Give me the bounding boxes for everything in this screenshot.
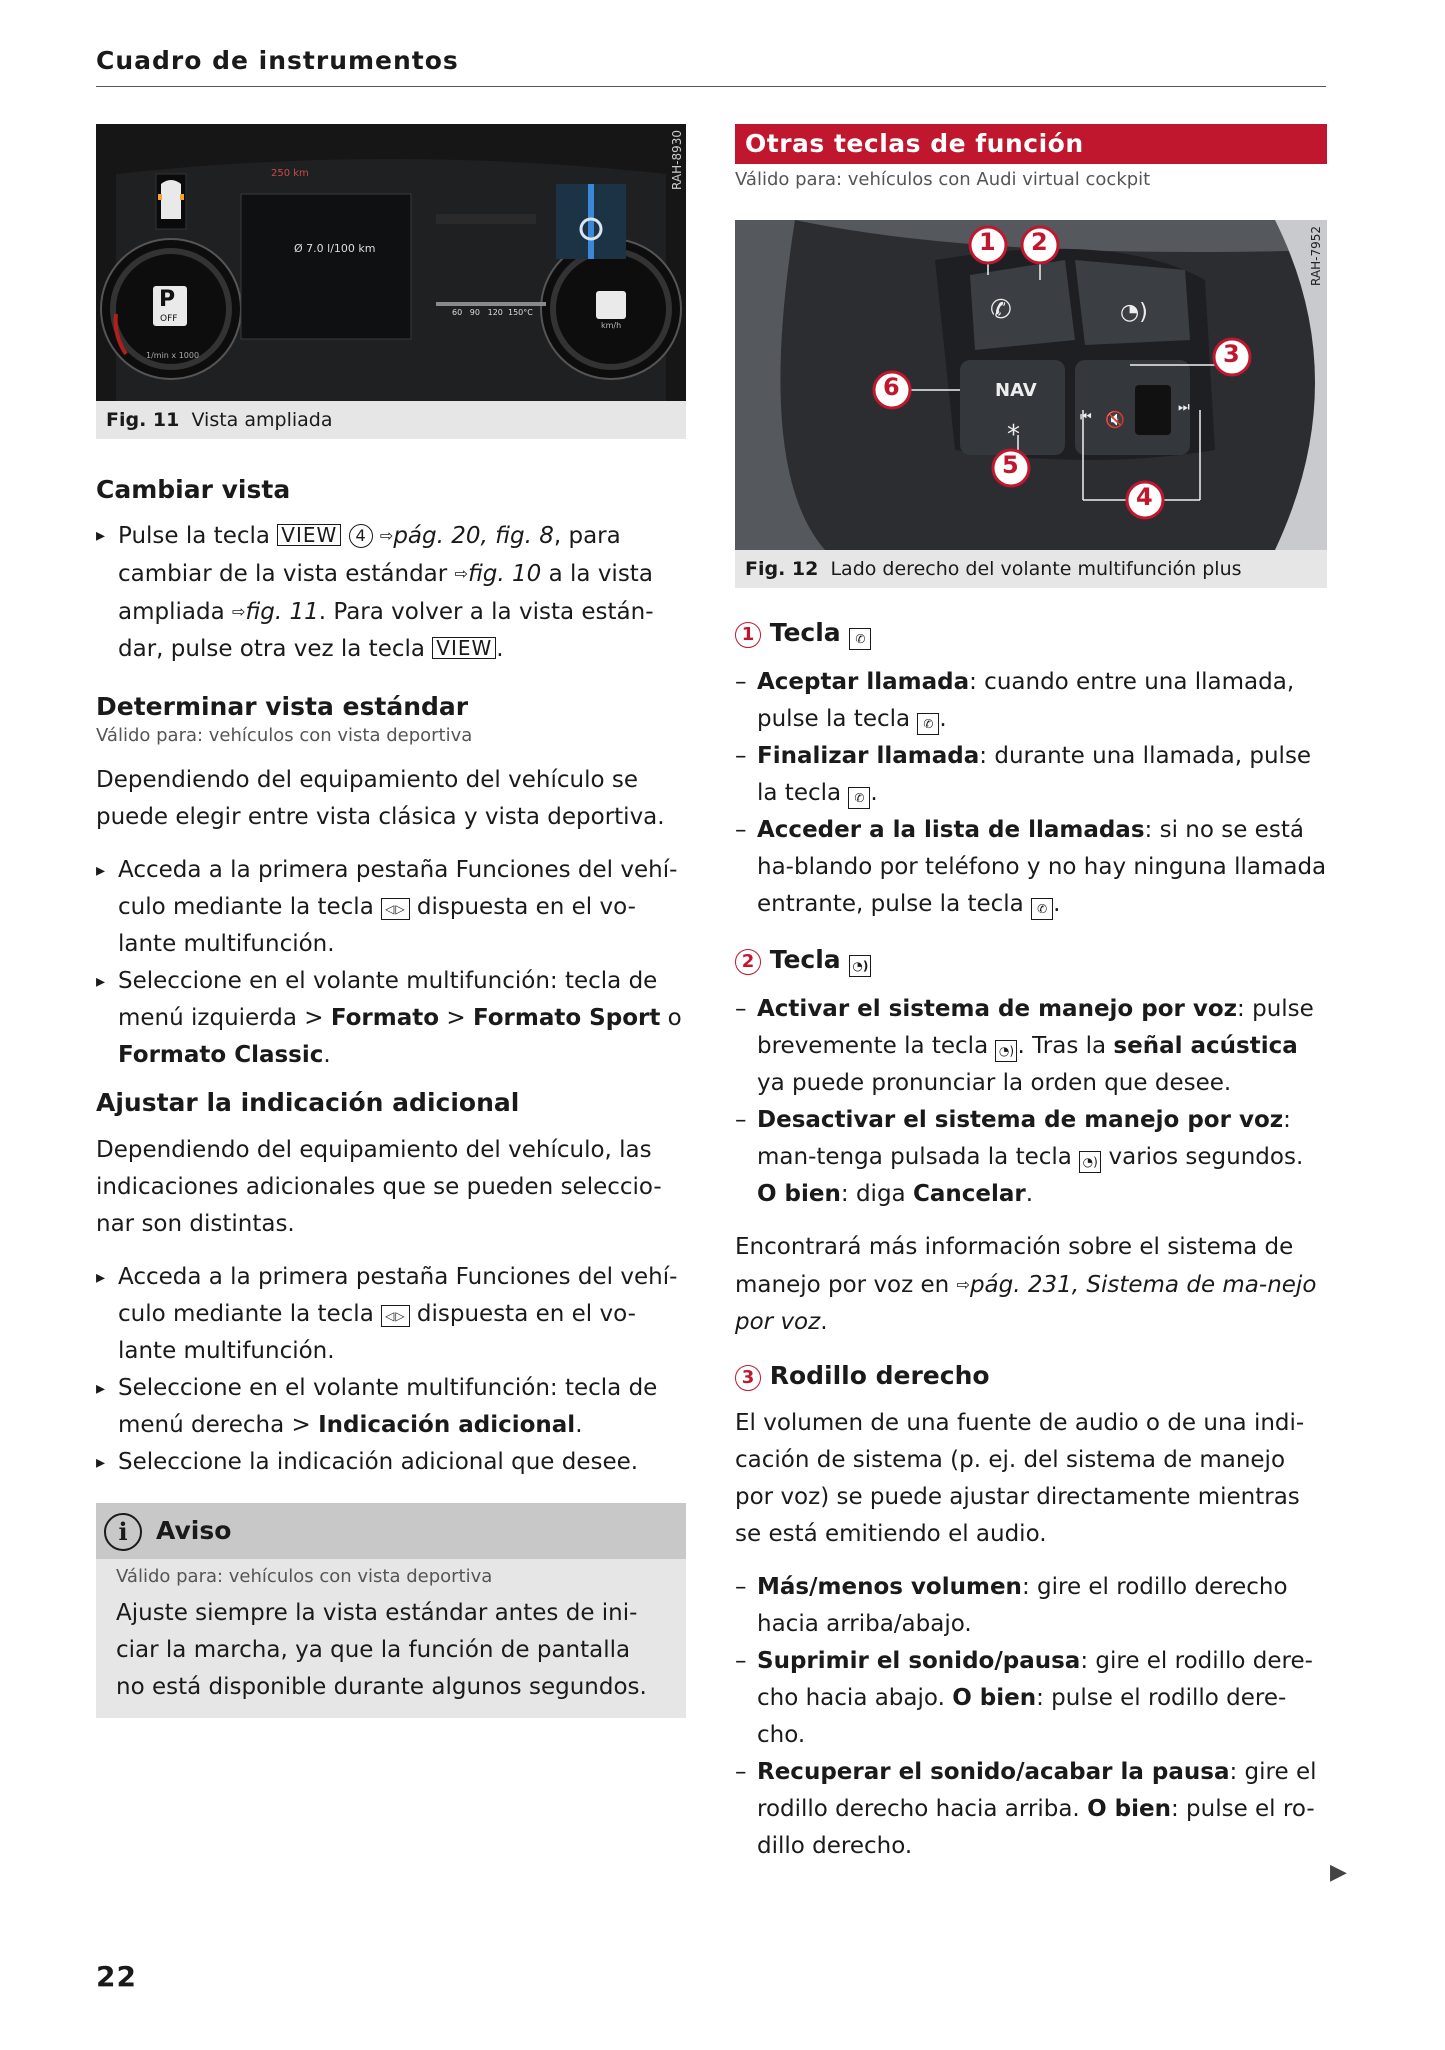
notice-body — [96, 1559, 686, 1718]
figure-reference[interactable]: fig. 10 — [467, 561, 542, 587]
phone-icon: ✆ — [990, 295, 1012, 325]
reference-arrow-icon: ⇨ — [379, 526, 394, 545]
term: Acceder a la lista de llamadas — [757, 817, 1145, 843]
term: Desactivar el sistema de manejo por voz — [757, 1107, 1284, 1133]
term: Activar el sistema de manejo por voz — [757, 996, 1238, 1022]
subsection-rodillo — [735, 1361, 1327, 1391]
menu-item: Formato — [330, 1005, 440, 1031]
definition-item — [735, 991, 1327, 1102]
step-text: Seleccione en el volante multifunción: tecla de menú izquierda > — [118, 968, 658, 1031]
description: : gire el rodillo dere-cho hacia abajo. — [757, 1648, 1313, 1711]
callout-number: 2 — [735, 949, 761, 975]
description: : pulse el ro-dillo derecho. — [757, 1796, 1315, 1859]
skip-forward-icon: ⏭ — [1178, 400, 1190, 415]
description: : pulse brevemente la tecla — [757, 996, 1314, 1059]
paragraph: Dependiendo del equipamiento del vehículo se puede elegir entre vista clásica y vista deportiva. — [96, 767, 665, 830]
validity-note: Válido para: vehículos con vista deportiva — [96, 725, 473, 746]
figure-reference[interactable]: fig. 11 — [245, 599, 319, 625]
section-title-cambiar: Cambiar vista — [96, 475, 291, 504]
consumption-readout: Ø 7.0 l/100 km — [294, 242, 376, 255]
notice-text: Ajuste siempre la vista estándar antes de ini-ciar la marcha, ya que la función de pantalla no está disponible durante algunos segundos. — [116, 1600, 647, 1700]
left-column — [96, 124, 686, 1718]
range-readout: 250 km — [271, 168, 309, 179]
term: Finalizar llamada — [757, 743, 980, 769]
subsection-tecla-1 — [735, 618, 1327, 650]
term: O bien — [757, 1181, 841, 1207]
continue-arrow-icon: ▶ — [1330, 1860, 1347, 1885]
gear-indicator: P — [159, 287, 176, 312]
figure-caption-text: Vista ampliada — [191, 409, 333, 431]
speed-unit: km/h — [601, 321, 622, 330]
dash: – — [735, 1107, 747, 1133]
step-text: , para cambiar de la vista estándar — [118, 523, 621, 587]
definition-item — [735, 1569, 1327, 1643]
dash: – — [735, 669, 747, 695]
voice-key-icon: ◔) — [1079, 1151, 1101, 1173]
rpm-label: 1/min x 1000 — [146, 351, 200, 360]
description: . — [939, 706, 947, 732]
definition-item — [735, 1643, 1327, 1754]
figure-11 — [96, 124, 686, 439]
definition-item — [735, 1754, 1327, 1865]
description: . — [1053, 891, 1061, 917]
step-text: a la vista ampliada — [118, 561, 653, 625]
paragraph: Dependiendo del equipamiento del vehículo, las indicaciones adicionales que se pueden seleccio-nar son distintas. — [96, 1137, 662, 1237]
dash: – — [735, 996, 747, 1022]
callout-5: 5 — [1002, 451, 1019, 479]
step-text: dispuesta en el vo-lante multifunción. — [118, 1301, 636, 1364]
off-label: OFF — [160, 314, 178, 324]
voice-key-icon: ◔) — [849, 955, 871, 977]
dash: – — [735, 817, 747, 843]
description: : man-tenga pulsada la tecla — [757, 1107, 1291, 1170]
step-text: . Para volver a la vista están-dar, pulse otra vez la tecla — [118, 599, 654, 662]
instruction-step — [96, 1370, 686, 1444]
figure-label: Fig. 12 — [745, 558, 819, 580]
figure-caption-text: Lado derecho del volante multifunción plus — [830, 558, 1242, 580]
page-reference[interactable]: pág. 20, fig. 8 — [393, 523, 554, 549]
description: : pulse el rodillo dere-cho. — [757, 1685, 1287, 1748]
callout-1: 1 — [979, 228, 996, 256]
nav-button-label: NAV — [995, 380, 1037, 401]
description: ya puede pronunciar la orden que desee. — [757, 1070, 1232, 1096]
section-title-ajustar: Ajustar la indicación adicional — [96, 1088, 520, 1117]
voice-key-icon: ◔) — [995, 1040, 1017, 1062]
info-icon: i — [104, 1513, 142, 1551]
instruction-step — [96, 517, 686, 668]
term: Más/menos volumen — [757, 1574, 1022, 1600]
term: O bien — [952, 1685, 1037, 1711]
callout-2: 2 — [1031, 228, 1048, 256]
subsection-title: Tecla — [769, 618, 841, 647]
term: Cancelar — [912, 1181, 1026, 1207]
step-text: . — [496, 636, 504, 662]
step-text: Pulse la tecla — [118, 523, 278, 549]
description: . — [870, 780, 878, 806]
step-text: dispuesta en el vo-lante multifunción. — [118, 894, 636, 957]
definition-item — [735, 738, 1327, 812]
step-text: Seleccione la indicación adicional que desee. — [118, 1449, 639, 1475]
mute-icon: 🔇 — [1105, 410, 1125, 429]
term: Aceptar llamada — [757, 669, 970, 695]
term: O bien — [1087, 1796, 1171, 1822]
skip-back-icon: ⏮ — [1080, 410, 1092, 425]
instruction-step — [96, 1444, 686, 1481]
dash: – — [735, 1574, 747, 1600]
definition-item — [735, 812, 1327, 923]
phone-key-icon: ✆ — [1031, 898, 1053, 920]
figure-12-caption — [735, 550, 1327, 588]
term: Suprimir el sonido/pausa — [757, 1648, 1081, 1674]
description: : gire el rodillo derecho hacia arriba/abajo. — [757, 1574, 1288, 1637]
subsection-title: Rodillo derecho — [769, 1361, 990, 1390]
description: : si no se está ha-blando por teléfono y no hay ninguna llamada entrante, pulse la tecla — [757, 817, 1327, 917]
phone-key-icon: ✆ — [917, 713, 939, 735]
description: : diga — [840, 1181, 913, 1207]
notice-title: Aviso — [156, 1516, 232, 1545]
paragraph — [735, 1229, 1327, 1341]
page-number: 22 — [96, 1960, 137, 1993]
callout-number: 1 — [735, 622, 761, 648]
figure-code: RAH-8930 — [670, 130, 684, 190]
view-key-symbol: VIEW — [432, 637, 496, 659]
description: : cuando entre una llamada, pulse la tecla — [757, 669, 1295, 732]
description: varios segundos. — [1101, 1144, 1304, 1170]
callout-4: 4 — [1136, 483, 1153, 511]
header-rule — [96, 86, 1326, 87]
running-head: Cuadro de instrumentos — [96, 46, 459, 75]
paragraph-text: Encontrará más información sobre el sistema de manejo por voz en — [735, 1234, 1294, 1298]
phone-key-icon: ✆ — [848, 787, 870, 809]
validity-note: Válido para: vehículos con Audi virtual cockpit — [735, 169, 1151, 190]
step-text: . — [323, 1042, 331, 1068]
subsection-title: Tecla — [769, 945, 841, 974]
instruction-step — [96, 1259, 686, 1370]
figure-label: Fig. 11 — [106, 409, 180, 431]
description: . — [1025, 1181, 1034, 1207]
step-text: Acceda a la primera pestaña Funciones del vehí-culo mediante la tecla — [118, 857, 678, 920]
arrow-keys-symbol: ◁▷ — [381, 1305, 409, 1327]
star-icon: * — [1007, 420, 1020, 450]
figure-12 — [735, 220, 1327, 588]
notice-header — [96, 1503, 686, 1559]
page-reference[interactable]: pág. 231, Sistema de ma-nejo por voz — [735, 1272, 1317, 1335]
figure-code: RAH-7952 — [1309, 226, 1323, 286]
description: : gire el rodillo derecho hacia arriba. — [757, 1759, 1317, 1822]
section-banner: Otras teclas de función — [735, 124, 1327, 164]
instrument-cluster-image — [96, 124, 686, 401]
menu-item: Formato Sport — [472, 1005, 661, 1031]
callout-number: 4 — [349, 524, 373, 548]
phone-key-icon: ✆ — [849, 628, 871, 650]
steering-wheel-image — [735, 220, 1327, 550]
notice-box — [96, 1503, 686, 1718]
callout-3: 3 — [1223, 340, 1240, 368]
reference-arrow-icon: ⇨ — [956, 1275, 970, 1294]
paragraph: El volumen de una fuente de audio o de una indi-cación de sistema (p. ej. del sistema de manejo por voz) se puede ajustar directamente mientras se está emitiendo el audio. — [735, 1410, 1305, 1547]
term: Recuperar el sonido/acabar la pausa — [757, 1759, 1230, 1785]
voice-icon: ◔) — [1120, 300, 1148, 325]
separator: > — [439, 1005, 473, 1031]
step-text: Acceda a la primera pestaña Funciones del vehí-culo mediante la tecla — [118, 1264, 678, 1327]
description: : durante una llamada, pulse la tecla — [757, 743, 1312, 806]
definition-item — [735, 1102, 1327, 1213]
validity-note: Válido para: vehículos con vista deportiva — [116, 1566, 493, 1587]
paragraph-text: . — [820, 1309, 828, 1335]
menu-item: Indicación adicional — [318, 1412, 576, 1438]
instruction-step — [96, 963, 686, 1074]
step-text: Seleccione en el volante multifunción: tecla de menú derecha > — [118, 1375, 658, 1438]
dash: – — [735, 1759, 747, 1785]
temp-scale: 60 90 120 150°C — [452, 308, 533, 317]
reference-arrow-icon: ⇨ — [454, 564, 468, 583]
subsection-tecla-2 — [735, 945, 1327, 977]
description: . Tras la — [1017, 1033, 1114, 1059]
callout-number: 3 — [735, 1365, 761, 1391]
step-text: . — [575, 1412, 583, 1438]
term: señal acústica — [1113, 1033, 1298, 1059]
dash: – — [735, 1648, 747, 1674]
definition-item — [735, 664, 1327, 738]
callout-6: 6 — [883, 373, 900, 401]
menu-item: Formato Classic — [118, 1042, 324, 1068]
figure-11-caption — [96, 401, 686, 439]
view-key-symbol: VIEW — [277, 524, 341, 546]
step-text: o — [660, 1005, 682, 1031]
section-title-determinar: Determinar vista estándar — [96, 692, 469, 721]
reference-arrow-icon: ⇨ — [231, 602, 246, 621]
arrow-keys-symbol: ◁▷ — [381, 898, 409, 920]
right-column — [735, 124, 1327, 1865]
dash: – — [735, 743, 747, 769]
instruction-step — [96, 852, 686, 963]
